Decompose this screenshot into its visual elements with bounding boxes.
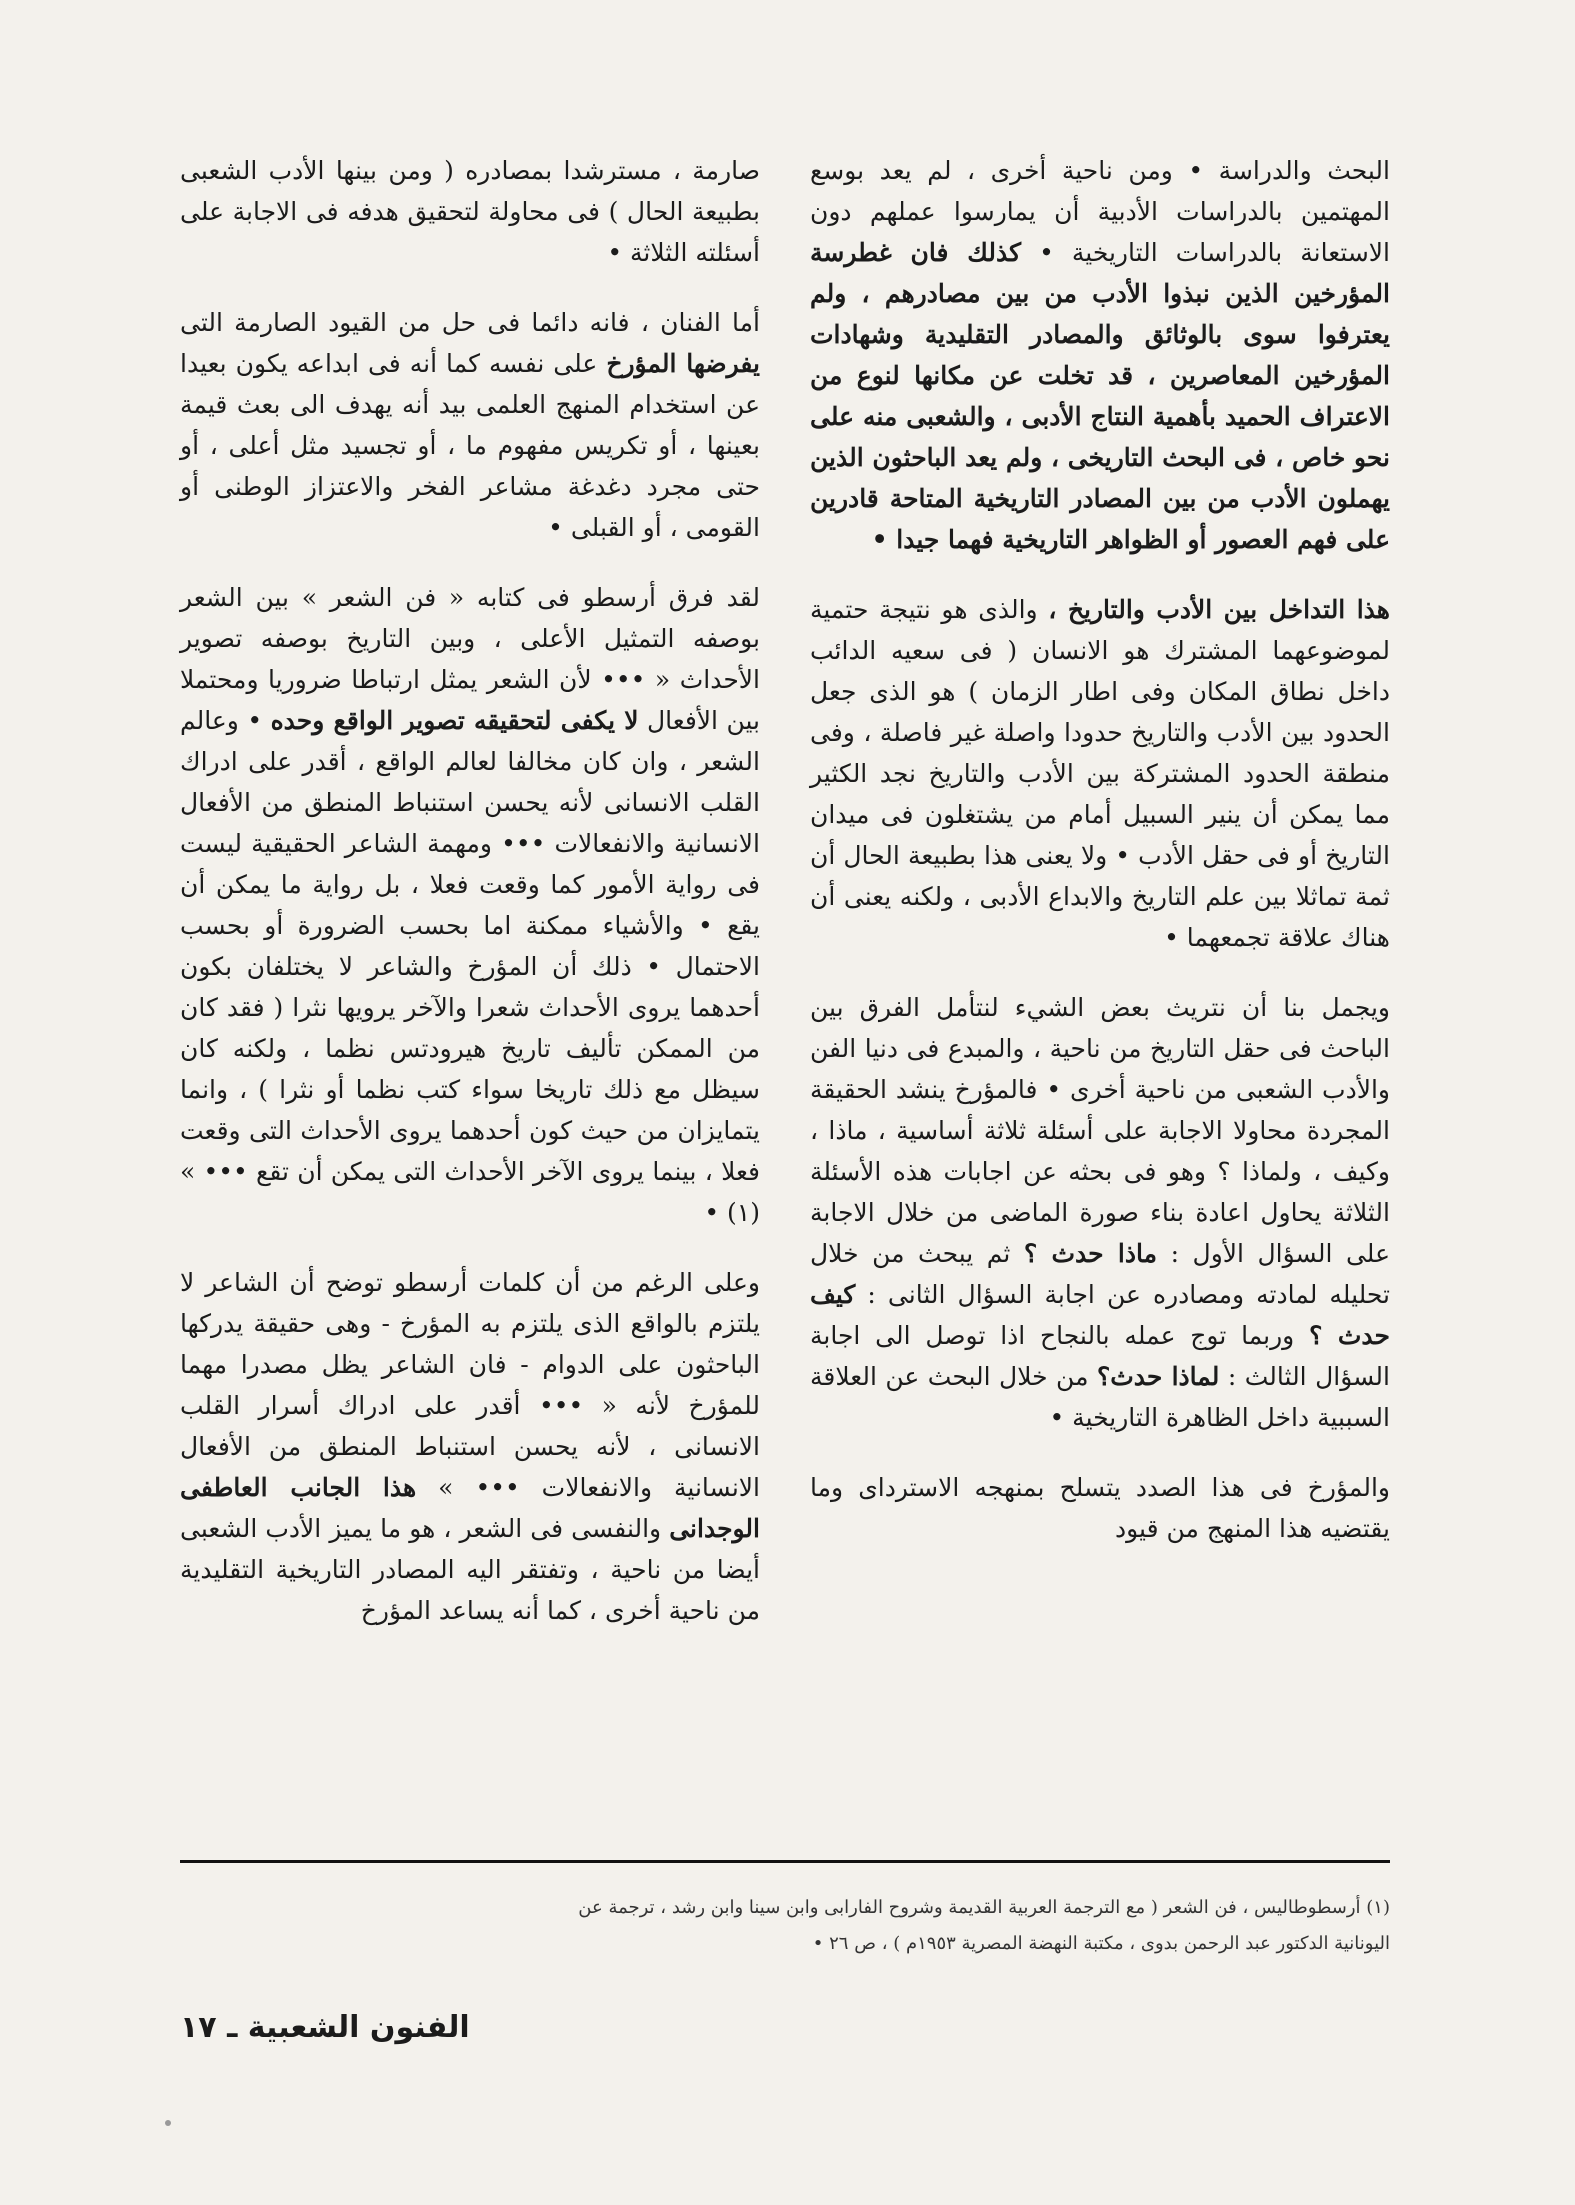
footnote [180, 1890, 1390, 1962]
bold-question: كيف حدث ؟ [810, 1280, 1390, 1350]
text-run: لقد فرق أرسطو فى كتابه « فن الشعر » بين الشعر بوصفه التمثيل الأعلى ، وبين التاريخ بوصفه تصوير الأحداث « ••• لأن الشعر يمثل ارتباطا ضروريا ومحتملا بين الأفعال [180, 583, 761, 735]
paragraph [810, 1467, 1390, 1549]
page-footer: الفنون الشعبية ـ ١٧ [180, 2010, 470, 2045]
footnote-line: (١) أرسطوطاليس ، فن الشعر ( مع الترجمة العربية القديمة وشروح الفارابى وابن سينا وابن رشد ، ترجمة عن [578, 1897, 1390, 1918]
paragraph [810, 150, 1390, 560]
text-run: من خلال البحث عن العلاقة السببية داخل الظاهرة التاريخية • [810, 1362, 1390, 1432]
text-run: البحث والدراسة • ومن ناحية أخرى ، لم يعد بوسع المهتمين بالدراسات الأدبية أن يمارسوا عملهم دون الاستعانة بالدراسات التاريخية • [810, 156, 1390, 267]
text-run: وربما توج عمله بالنجاح اذا توصل الى اجابة السؤال الثالث : [810, 1321, 1390, 1391]
text-run: والمؤرخ فى هذا الصدد يتسلح بمنهجه الاسترداى وما يقتضيه هذا المنهج من قيود [810, 1473, 1390, 1543]
bold-question: ماذا حدث ؟ [1023, 1239, 1158, 1268]
bold-text-run: هذا التداخل بين الأدب والتاريخ ، [1048, 595, 1390, 624]
text-run: ثم يبحث من خلال تحليله لمادته ومصادره عن اجابة السؤال الثانى : [810, 1239, 1390, 1309]
paragraph [810, 589, 1390, 958]
text-run: والذى هو نتيجة حتمية لموضوعهما المشترك هو الانسان ( فى سعيه الدائب داخل نطاق المكان وفى اطار الزمان ) هو الذى جعل الحدود بين الأدب والتاريخ حدودا واصلة غير فاصلة ، وفى منطقة الحدود المشتركة بين الأدب والتاريخ نجد الكثير مما يمكن أن ينير السبيل أمام من يشتغلون فى ميدان التاريخ أو فى حقل الأدب • ولا يعنى هذا بطبيعة الحال أن ثمة تماثلا بين علم التاريخ والابداع الأدبى ، ولكنه يعنى أن هناك علاقة تجمعهما • [810, 595, 1390, 952]
footnote-divider [180, 1860, 1390, 1863]
scan-dot [165, 2120, 171, 2126]
text-run: والنفسى فى الشعر ، هو ما يميز الأدب الشعبى أيضا من ناحية ، وتفتقر اليه المصادر التاريخية التقليدية من ناحية أخرى ، كما أنه يساعد المؤرخ [180, 1514, 760, 1625]
bold-text-run: كذلك فان غطرسة المؤرخين الذين نبذوا الأدب من بين مصادرهم ، ولم يعترفوا سوى بالوثائق والمصادر التقليدية وشهادات المؤرخين المعاصرين ، قد تخلت عن مكانها لنوع من الاعتراف الحميد بأهمية النتاج الأدبى ، والشعبى منه على نحو خاص ، فى البحث التاريخى ، ولم يعد الباحثون الذين يهملون الأدب من بين المصادر التاريخية المتاحة قادرين على فهم العصور أو الظواهر التاريخية فهما جيدا • [810, 238, 1390, 554]
text-run: ويجمل بنا أن نتريث بعض الشيء لنتأمل الفرق بين الباحث فى حقل التاريخ من ناحية ، والمبدع فى دنيا الفن والأدب الشعبى من ناحية أخرى • فالمؤرخ ينشد الحقيقة المجردة محاولا الاجابة على أسئلة ثلاثة أساسية ، ماذا ، وكيف ، ولماذا ؟ وهو فى بحثه عن اجابات هذه الأسئلة الثلاثة يحاول اعادة بناء صورة الماضى من خلال الاجابة على السؤال الأول : [810, 993, 1390, 1268]
right-column [810, 150, 1390, 1578]
bold-question: لماذا حدث؟ [1096, 1362, 1220, 1391]
bold-text-run: يفرضها المؤرخ [606, 349, 760, 378]
left-column [180, 150, 760, 1660]
paragraph [180, 150, 760, 273]
text-run: على نفسه كما أنه فى ابداعه يكون بعيدا عن استخدام المنهج العلمى بيد أنه يهدف الى بعث قيمة بعينها ، أو تكريس مفهوم ما ، أو تجسيد مثل أعلى ، أو حتى مجرد دغدغة مشاعر الفخر والاعتزاز الوطنى أو القومى ، أو القبلى • [180, 349, 760, 542]
paragraph [180, 302, 760, 548]
footnote-line: اليونانية الدكتور عبد الرحمن بدوى ، مكتبة النهضة المصرية ١٩٥٣م ) ، ص ٢٦ • [812, 1933, 1390, 1954]
text-run: أما الفنان ، فانه دائما فى حل من القيود الصارمة التى [180, 308, 760, 337]
text-run: صارمة ، مسترشدا بمصادره ( ومن بينها الأدب الشعبى بطبيعة الحال ) فى محاولة لتحقيق هدفه فى الاجابة على أسئلته الثلاثة • [180, 156, 760, 267]
paragraph [180, 577, 760, 1233]
text-run: • وعالم الشعر ، وان كان مخالفا لعالم الواقع ، أقدر على ادراك القلب الانسانى لأنه يحسن استنباط المنطق من الأفعال الانسانية والانفعالات ••• ومهمة الشاعر الحقيقية ليست فى رواية الأمور كما وقعت فعلا ، بل رواية ما يمكن أن يقع • والأشياء ممكنة اما بحسب الضرورة أو بحسب الاحتمال • ذلك أن المؤرخ والشاعر لا يختلفان بكون أحدهما يروى الأحداث شعرا والآخر يرويها نثرا ( فقد كان من الممكن تأليف تاريخ هيرودتس نظما ، ولكنه كان سيظل مع ذلك تاريخا سواء كتب نظما أو نثرا ) ، وانما يتمايزان من حيث كون أحدهما يروى الأحداث التى وقعت فعلا ، بينما يروى الآخر الأحداث التى يمكن أن تقع ••• » (١) • [180, 706, 760, 1227]
bold-text-run: هذا الجانب العاطفى الوجدانى [180, 1473, 760, 1543]
paragraph [180, 1262, 760, 1631]
paragraph [810, 987, 1390, 1438]
text-run: وعلى الرغم من أن كلمات أرسطو توضح أن الشاعر لا يلتزم بالواقع الذى يلتزم به المؤرخ - وهى حقيقة يدركها الباحثون على الدوام - فان الشاعر يظل مصدرا مهما للمؤرخ لأنه « ••• أقدر على ادراك أسرار القلب الانسانى ، لأنه يحسن استنباط المنطق من الأفعال الانسانية والانفعالات ••• » [180, 1268, 760, 1502]
bold-text-run: لا يكفى لتحقيقه تصوير الواقع وحده [270, 706, 639, 735]
